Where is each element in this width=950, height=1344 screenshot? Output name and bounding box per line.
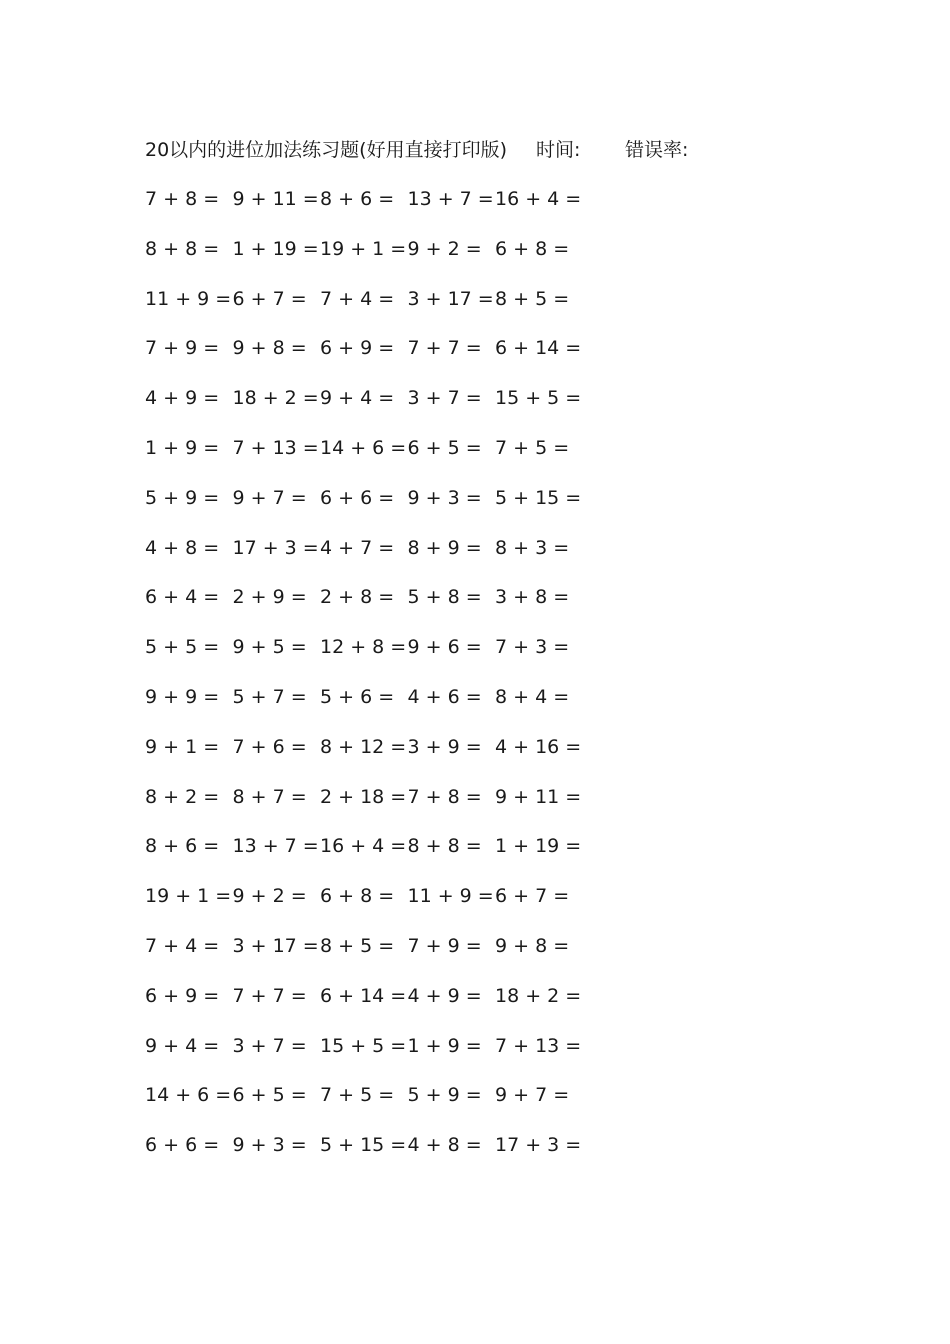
math-problem: 9 + 8 = [232, 337, 307, 360]
math-problem: 7 + 3 = [495, 636, 570, 659]
math-problem: 8 + 5 = [495, 287, 570, 310]
math-problem: 6 + 9 = [320, 337, 395, 360]
math-problem: 5 + 9 = [145, 486, 220, 509]
math-problem: 18 + 2 = [232, 387, 319, 410]
math-problem: 6 + 9 = [145, 984, 220, 1007]
math-problem: 8 + 4 = [495, 685, 570, 708]
math-problem: 8 + 8 = [145, 237, 220, 260]
math-problem: 16 + 4 = [320, 835, 407, 858]
math-problem: 1 + 19 = [495, 835, 582, 858]
math-problem: 9 + 2 = [232, 885, 307, 908]
math-problem: 9 + 3 = [407, 486, 482, 509]
math-problem: 5 + 6 = [320, 685, 395, 708]
math-problem: 7 + 9 = [407, 934, 482, 957]
math-problem: 14 + 6 = [145, 1084, 232, 1107]
worksheet-title: 20以内的进位加法练习题(好用直接打印版) [145, 139, 508, 161]
math-problem: 9 + 4 = [145, 1034, 220, 1057]
error-rate-label: 错误率: [625, 139, 689, 161]
math-problem: 6 + 6 = [320, 486, 395, 509]
math-problem: 7 + 7 = [407, 337, 482, 360]
math-problem: 1 + 9 = [145, 436, 220, 459]
math-problem: 4 + 7 = [320, 536, 395, 559]
math-problem: 1 + 9 = [407, 1034, 482, 1057]
math-problem: 9 + 3 = [232, 1134, 307, 1157]
math-problem: 2 + 18 = [320, 785, 407, 808]
math-problem: 6 + 8 = [495, 237, 570, 260]
math-problem: 9 + 11 = [495, 785, 582, 808]
math-problem: 18 + 2 = [495, 984, 582, 1007]
math-problem: 8 + 2 = [145, 785, 220, 808]
math-problem: 9 + 6 = [407, 636, 482, 659]
math-problem: 6 + 14 = [320, 984, 407, 1007]
math-problem: 6 + 5 = [232, 1084, 307, 1107]
math-problem: 6 + 7 = [495, 885, 570, 908]
math-problem: 7 + 5 = [320, 1084, 395, 1107]
math-problem: 2 + 9 = [232, 586, 307, 609]
math-problem: 12 + 8 = [320, 636, 407, 659]
math-problem: 19 + 1 = [320, 237, 407, 260]
problem-grid [145, 183, 583, 1179]
math-problem: 9 + 8 = [495, 934, 570, 957]
time-label: 时间: [536, 139, 581, 161]
math-problem: 7 + 4 = [145, 934, 220, 957]
math-problem: 5 + 15 = [495, 486, 582, 509]
math-problem: 6 + 6 = [145, 1134, 220, 1157]
math-problem: 7 + 7 = [232, 984, 307, 1007]
math-problem: 4 + 8 = [407, 1134, 482, 1157]
math-problem: 7 + 13 = [495, 1034, 582, 1057]
math-problem: 17 + 3 = [495, 1134, 582, 1157]
math-problem: 6 + 14 = [495, 337, 582, 360]
math-problem: 19 + 1 = [145, 885, 232, 908]
math-problem: 6 + 5 = [407, 436, 482, 459]
math-problem: 13 + 7 = [232, 835, 319, 858]
math-problem: 9 + 9 = [145, 685, 220, 708]
math-problem: 4 + 6 = [407, 685, 482, 708]
math-problem: 9 + 5 = [232, 636, 307, 659]
math-problem: 7 + 9 = [145, 337, 220, 360]
math-problem: 9 + 1 = [145, 735, 220, 758]
math-problem: 8 + 3 = [495, 536, 570, 559]
math-problem: 7 + 5 = [495, 436, 570, 459]
math-problem: 8 + 7 = [232, 785, 307, 808]
math-problem: 2 + 8 = [320, 586, 395, 609]
math-problem: 6 + 8 = [320, 885, 395, 908]
math-problem: 13 + 7 = [407, 188, 494, 210]
math-problem: 8 + 5 = [320, 934, 395, 957]
math-problem: 7 + 4 = [320, 287, 395, 310]
math-problem: 4 + 8 = [145, 536, 220, 559]
math-problem: 8 + 6 = [320, 188, 395, 210]
math-problem: 3 + 7 = [232, 1034, 307, 1057]
math-problem: 5 + 15 = [320, 1134, 407, 1157]
math-problem: 9 + 7 = [232, 486, 307, 509]
math-problem: 9 + 2 = [407, 237, 482, 260]
math-problem: 17 + 3 = [232, 536, 319, 559]
math-problem: 3 + 7 = [407, 387, 482, 410]
math-problem: 4 + 9 = [407, 984, 482, 1007]
math-problem: 14 + 6 = [320, 436, 407, 459]
math-problem: 7 + 6 = [232, 735, 307, 758]
math-problem: 1 + 19 = [232, 237, 319, 260]
math-problem: 6 + 7 = [232, 287, 307, 310]
math-problem: 5 + 5 = [145, 636, 220, 659]
math-problem: 8 + 6 = [145, 835, 220, 858]
math-problem: 11 + 9 = [407, 885, 494, 908]
math-problem: 9 + 11 = [232, 188, 319, 210]
math-problem: 11 + 9 = [145, 287, 232, 310]
math-problem: 4 + 9 = [145, 387, 220, 410]
math-problem: 5 + 7 = [232, 685, 307, 708]
math-problem: 7 + 8 = [145, 188, 220, 210]
math-problem: 8 + 8 = [407, 835, 482, 858]
math-problem: 15 + 5 = [320, 1034, 407, 1057]
math-problem: 3 + 8 = [495, 586, 570, 609]
math-problem: 7 + 8 = [407, 785, 482, 808]
math-problem: 6 + 4 = [145, 586, 220, 609]
math-problem: 8 + 9 = [407, 536, 482, 559]
math-problem: 9 + 7 = [495, 1084, 570, 1107]
math-problem: 8 + 12 = [320, 735, 407, 758]
math-problem: 15 + 5 = [495, 387, 582, 410]
math-problem: 3 + 17 = [407, 287, 494, 310]
math-problem: 4 + 16 = [495, 735, 582, 758]
math-problem: 5 + 9 = [407, 1084, 482, 1107]
math-problem: 9 + 4 = [320, 387, 395, 410]
math-problem: 3 + 17 = [232, 934, 319, 957]
math-problem: 3 + 9 = [407, 735, 482, 758]
math-problem: 5 + 8 = [407, 586, 482, 609]
math-problem: 7 + 13 = [232, 436, 319, 459]
math-problem: 16 + 4 = [495, 188, 582, 210]
